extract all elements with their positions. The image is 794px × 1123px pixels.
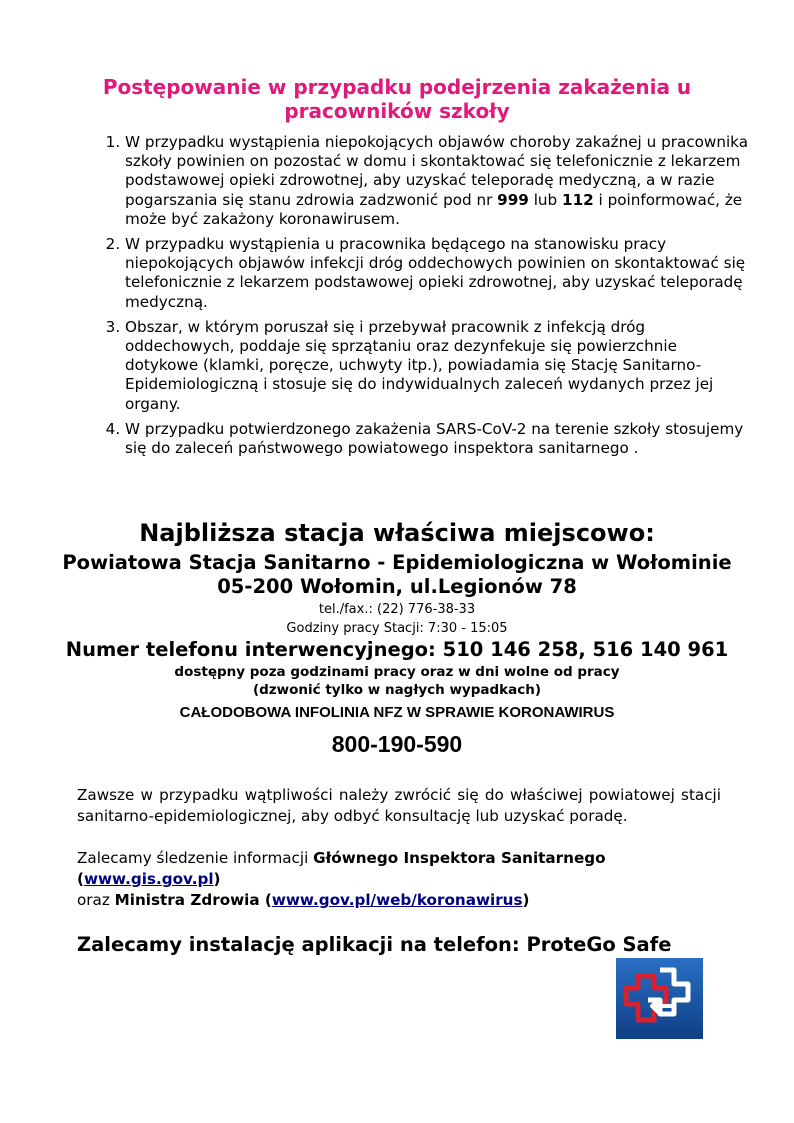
availability-note: dostępny poza godzinami pracy oraz w dni wolne od pracy bbox=[174, 664, 620, 680]
list-item: 2. W przypadku wystąpienia u pracownika będącego na stanowisku pracy niepokojących objawów infekcji dróg oddechowych powinien on skontaktować się telefonicznie z lekarzem podstawowej opieki zdrowotnej, aby uzyskać teleporadę medyczną. bbox=[125, 235, 750, 312]
station-address: 05-200 Wołomin, ul.Legionów 78 bbox=[217, 575, 577, 598]
emergency-number-999: 999 bbox=[497, 190, 529, 209]
gis-close-paren: ) bbox=[213, 870, 221, 888]
emergency-phone-numbers: Numer telefonu interwencyjnego: 510 146 258, 516 140 961 bbox=[65, 638, 729, 661]
step-1-text-c: i poinformować, że może być zakażony koronawirusem. bbox=[125, 190, 743, 228]
app-recommendation: Zalecamy instalację aplikacji na telefon: ProteGo Safe bbox=[77, 933, 672, 956]
list-item: 3. Obszar, w którym poruszał się i przebywał pracownik z infekcją dróg oddechowych, poddaje się sprzątaniu oraz dezynfekuje się powierzchnie dotykowe (klamki, poręcze, uchwyty itp.), powiadamia się Stację Sanitarno- Epidemiologiczną i stosuje się do indywidualnych zaleceń wydanych przez jej organy. bbox=[125, 318, 750, 414]
step-1-text-a: W przypadku wystąpienia niepokojących objawów choroby zakaźnej u pracownika szkoły powinien on pozostać w domu i skontaktować się telefonicznie z lekarzem podstawowej opieki zdrowotnej, aby uzyskać teleporadę medyczną, a w razie pogarszania się stanu zdrowia zadzwonić pod nr bbox=[125, 133, 748, 209]
station-hours: Godziny pracy Stacji: 7:30 - 15:05 bbox=[286, 621, 508, 636]
station-name: Powiatowa Stacja Sanitarno - Epidemiologiczna w Wołominie bbox=[62, 551, 732, 574]
page-title: Postępowanie w przypadku podejrzenia zakażenia u pracowników szkoły bbox=[102, 75, 692, 123]
oraz-text: oraz bbox=[77, 891, 115, 909]
step-1-text-b: lub bbox=[528, 190, 563, 209]
station-phone: tel./fax.: (22) 776-38-33 bbox=[318, 602, 476, 617]
list-item: 4. W przypadku potwierdzonego zakażenia SARS-CoV-2 na terenie szkoły stosujemy się do zaleceń państwowego powiatowego inspektora sanitarnego . bbox=[125, 420, 750, 458]
gis-link[interactable]: www.gis.gov.pl bbox=[83, 870, 214, 888]
nfz-hotline-number: 800-190-590 bbox=[331, 731, 463, 757]
list-item bbox=[125, 133, 750, 229]
ministry-link[interactable]: www.gov.pl/web/koronawirus bbox=[271, 891, 523, 909]
procedure-steps-list bbox=[100, 133, 750, 464]
recommendation-lead: Zalecamy śledzenie informacji bbox=[77, 849, 314, 867]
ministry-name: Ministra Zdrowia ( bbox=[114, 891, 272, 909]
ministry-close-paren: ) bbox=[522, 891, 530, 909]
emergency-number-112: 112 bbox=[562, 190, 594, 209]
gis-name: Głównego Inspektora Sanitarnego bbox=[313, 849, 606, 867]
gis-open-paren: ( bbox=[77, 870, 84, 888]
call-note: (dzwonić tylko w nagłych wypadkach) bbox=[252, 682, 542, 698]
recommendation-paragraph bbox=[77, 848, 721, 911]
consultation-paragraph: Zawsze w przypadku wątpliwości należy zwrócić się do właściwej powiatowej stacji sanitarno-epidemiologicznej, aby odbyć konsultację lub uzyskać poradę. bbox=[77, 786, 721, 825]
protego-safe-app-icon bbox=[616, 958, 703, 1039]
nfz-hotline-label: CAŁODOBOWA INFOLINIA NFZ W SPRAWIE KORONAWIRUS bbox=[179, 704, 615, 721]
nearest-station-heading: Najbliższa stacja właściwa miejscowo: bbox=[139, 519, 655, 547]
